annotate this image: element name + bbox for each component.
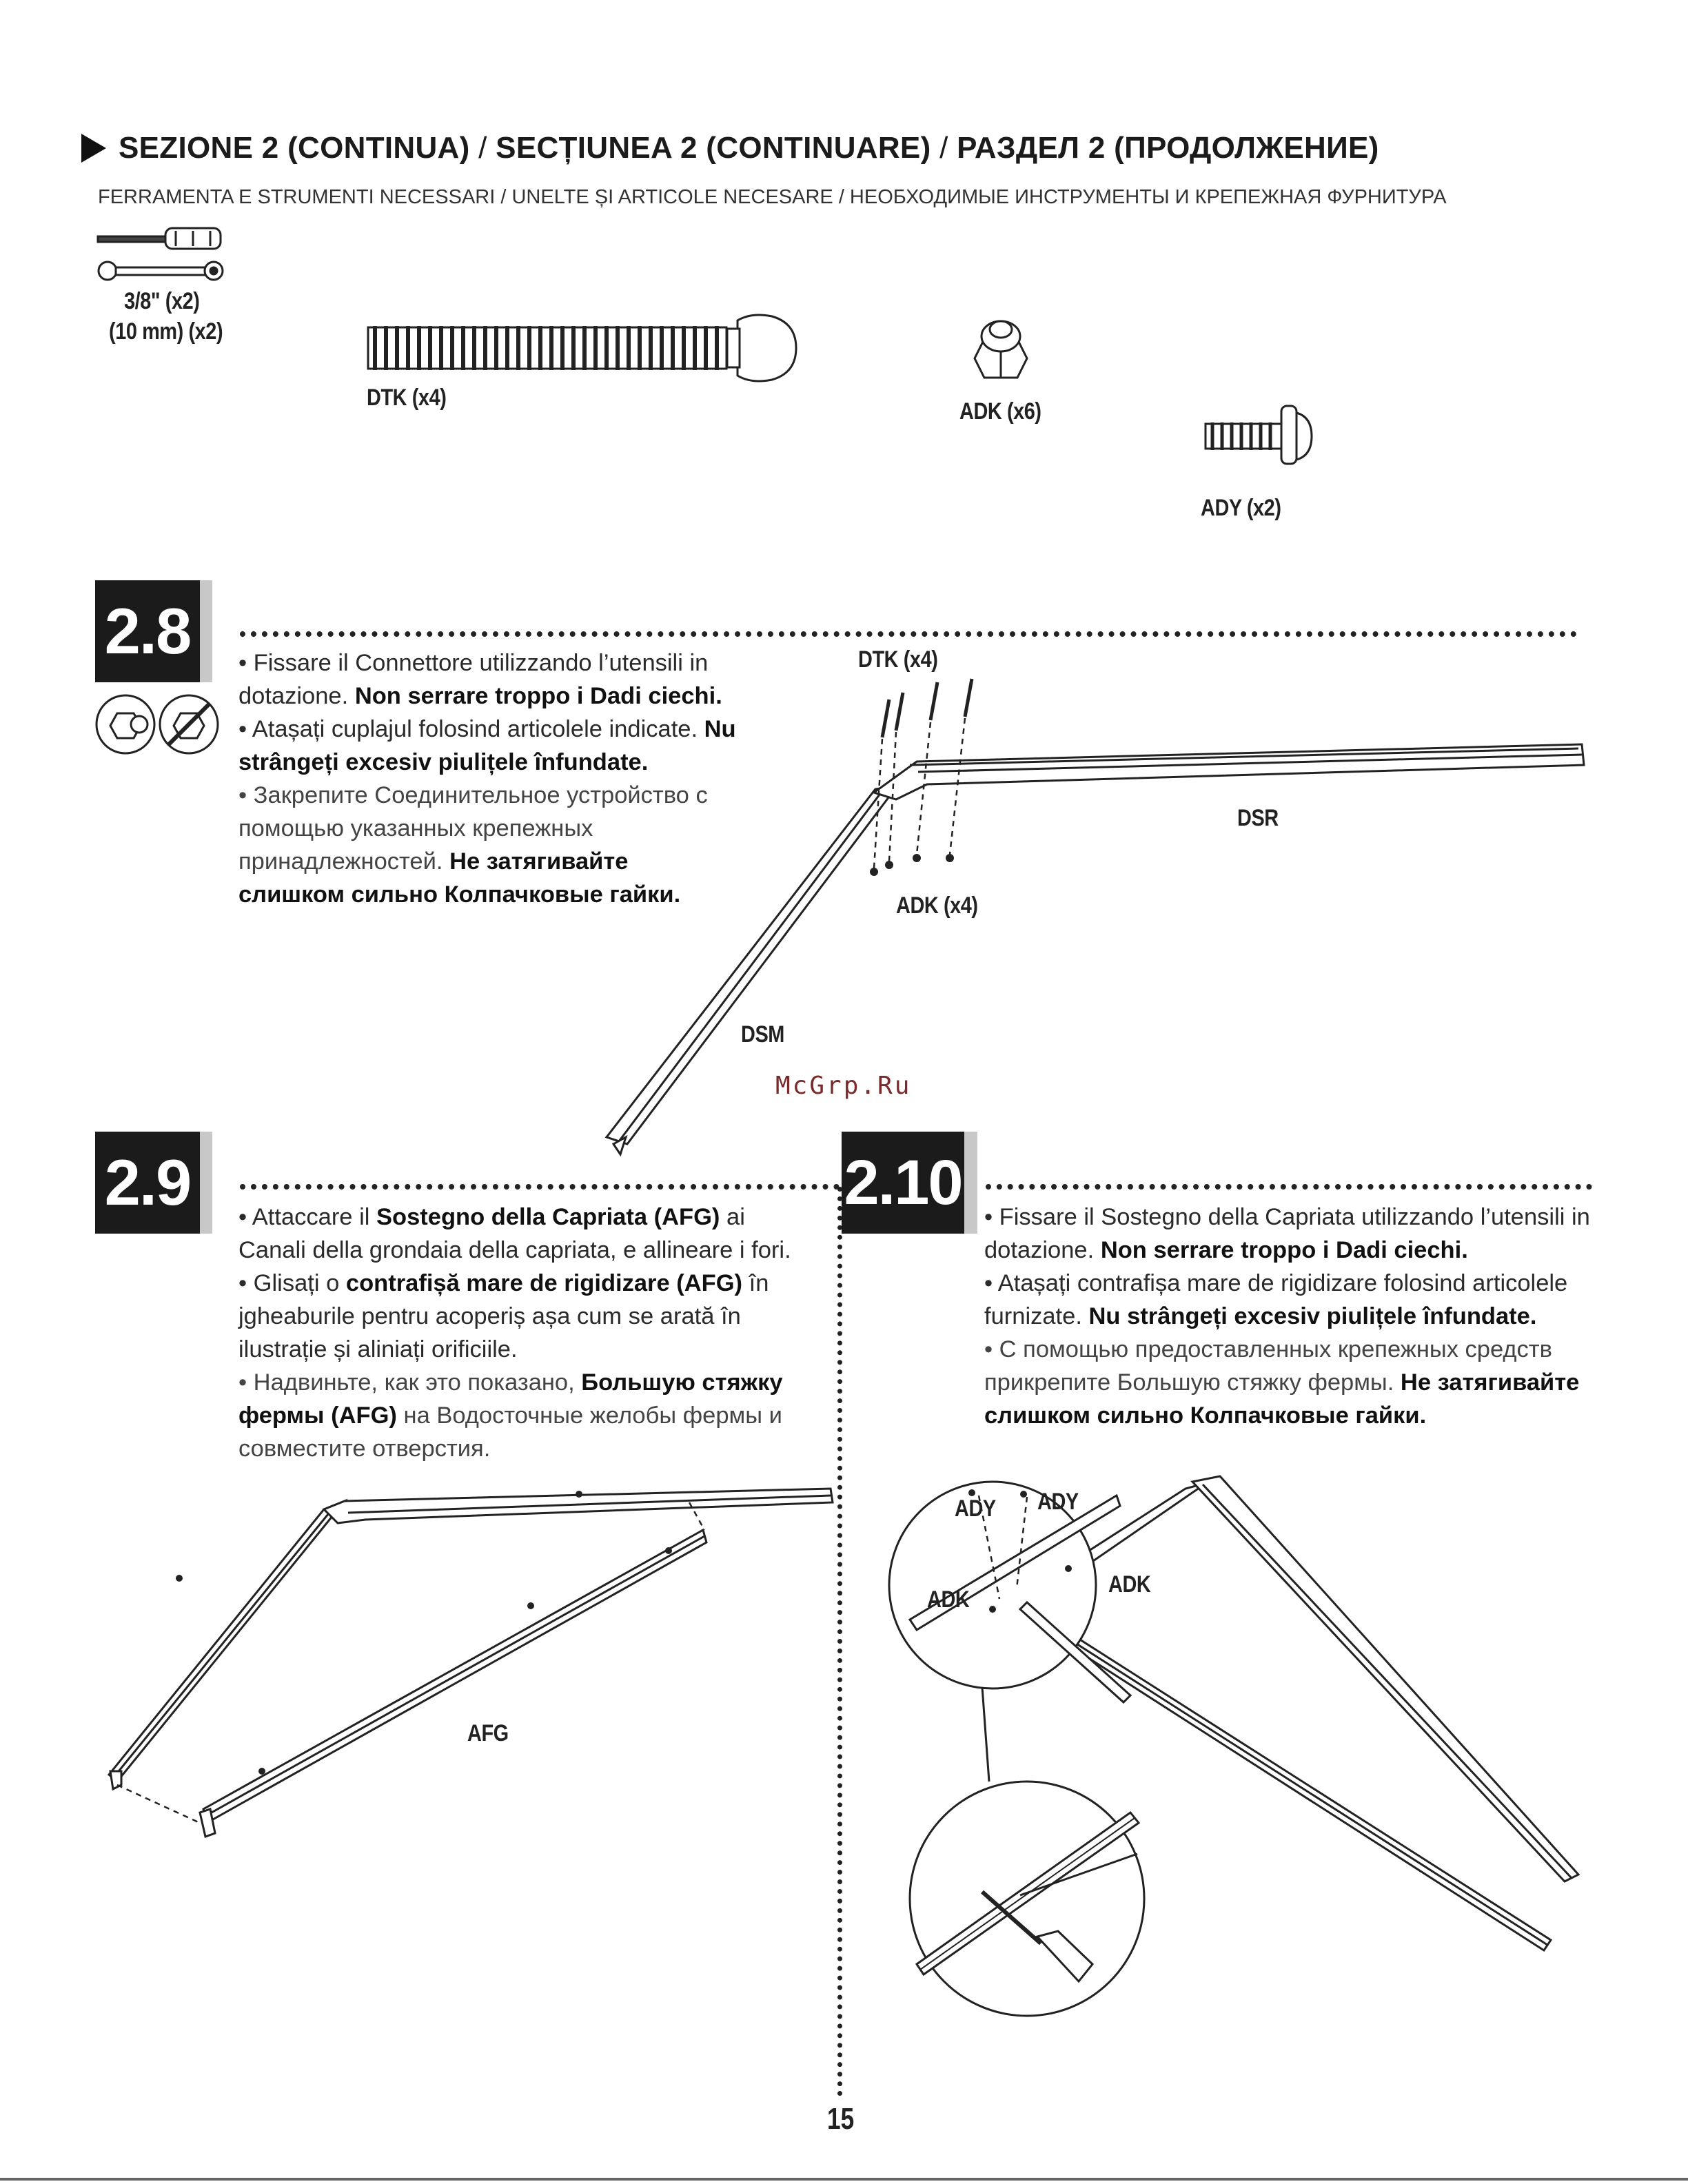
step-2-8-ro-warning: Nu strângeți excesiv piulițele înfundate. <box>238 716 736 775</box>
step-2-8-it-warning: Non serrare troppo i Dadi ciechi. <box>354 683 722 709</box>
step-2-10-diagram <box>855 1468 1599 2095</box>
step-2-8-dtk-callout: DTK (x4) <box>858 646 938 673</box>
step-2-8-ru-warning: Не затягивайте слишком сильно Колпачковые гайки. <box>238 848 681 908</box>
watermark: McGrp.Ru <box>775 1072 912 1100</box>
page-number: 15 <box>827 2102 855 2136</box>
wrench-label-1: 3/8" (x2) <box>124 288 200 314</box>
nut-no-overtighten-icon <box>160 695 218 753</box>
adk-label: ADK (x6) <box>959 398 1041 425</box>
detail-circle-top <box>889 1482 1130 1702</box>
adk-callout-1: ADK <box>927 1586 970 1613</box>
ady-callout-2: ADY <box>1037 1489 1079 1515</box>
title-italian: SEZIONE 2 (CONTINUA) <box>119 131 470 165</box>
screwdriver-icon <box>98 228 221 249</box>
dtk-bolt-illustration <box>365 314 806 396</box>
ady-screw-illustration <box>1203 403 1320 465</box>
afg-label: AFG <box>467 1720 509 1746</box>
step-number-2-8: 2.8 <box>95 580 200 682</box>
nut-icon <box>96 695 154 753</box>
adk-callout-2: ADK <box>1108 1571 1151 1598</box>
tools-illustration <box>96 224 234 286</box>
dsr-rail <box>874 744 1584 799</box>
step-2-8-ru-text: • Закрепите Соединительное устройство с помощью указанных крепежных принадлежностей. <box>238 782 708 875</box>
divider-step-2-10 <box>986 1184 1592 1190</box>
divider-step-2-9 <box>240 1184 840 1190</box>
nut-tightening-icons <box>95 693 226 758</box>
step-2-8-it-text: • Fissare il Connettore utilizzando l’utensili in dotazione. <box>238 650 709 709</box>
step-2-10-instructions: • Fissare il Sostegno della Capriata utilizzando l’utensili in dotazione. Non serrare troppo i Dadi ciechi. • Atașați contrafișa mare de rigidizare folosind articolele furnizate. Nu strângeți excesiv piulițele înfundate. • С помощью предоставленных крепежных средств прикрепите Большую стяжку фермы. Не затягивайте слишком сильно Колпачковые гайки. <box>984 1204 1590 1429</box>
divider-step-2-8 <box>240 631 1577 637</box>
adk-nut-illustration <box>959 310 1042 393</box>
section-title-text: SEZIONE 2 (CONTINUA) / SECȚIUNEA 2 (CONTINUARE) / РАЗДЕЛ 2 (ПРОДОЛЖЕНИЕ) <box>119 131 1379 165</box>
title-romanian: SECȚIUNEA 2 (CONTINUARE) <box>496 131 931 165</box>
play-triangle-icon <box>81 134 106 163</box>
dsr-label: DSR <box>1237 805 1279 831</box>
ady-label: ADY (x2) <box>1201 495 1281 521</box>
wrench-icon <box>99 262 223 280</box>
step-2-8-ro-text: • Atașați cuplajul folosind articolele indicate. <box>238 716 698 742</box>
dtk-label: DTK (x4) <box>367 385 447 411</box>
page-bottom-edge <box>0 2178 1688 2181</box>
detail-circle-bottom <box>910 1782 1144 2016</box>
step-number-2-10: 2.10 <box>842 1132 964 1234</box>
ady-callout-1: ADY <box>955 1496 996 1522</box>
title-russian: РАЗДЕЛ 2 (ПРОДОЛЖЕНИЕ) <box>957 131 1379 165</box>
step-2-8-adk-callout: ADK (x4) <box>896 892 978 919</box>
adk-nuts <box>870 854 954 876</box>
dtk-bolts <box>882 679 972 737</box>
step-2-9-diagram <box>103 1482 841 1868</box>
step-number-2-9: 2.9 <box>95 1132 200 1234</box>
step-2-8-diagram <box>586 662 1592 1158</box>
section-title <box>81 131 1379 165</box>
dsm-label: DSM <box>741 1021 784 1048</box>
wrench-label-2: (10 mm) (x2) <box>109 318 223 345</box>
step-2-9-instructions: • Attaccare il Sostegno della Capriata (AFG) ai Canali della grondaia della capriata, e allineare i fori. • Glisați o contrafișă mare de rigidizare (AFG) în jgheaburile pentru acoperiș așa cum se arată în ilustrație și aliniați orificiile. • Надвиньте, как это показано, Большую стяжку фермы (AFG) на Водосточные желобы фермы и совместите отверстия. <box>238 1204 791 1462</box>
tools-subtitle: FERRAMENTA E STRUMENTI NECESSARI / UNELTE ȘI ARTICOLE NECESARE / НЕОБХОДИМЫЕ ИНСТРУМЕНТЫ И КРЕПЕЖНАЯ ФУРНИТУРА <box>98 186 1447 208</box>
